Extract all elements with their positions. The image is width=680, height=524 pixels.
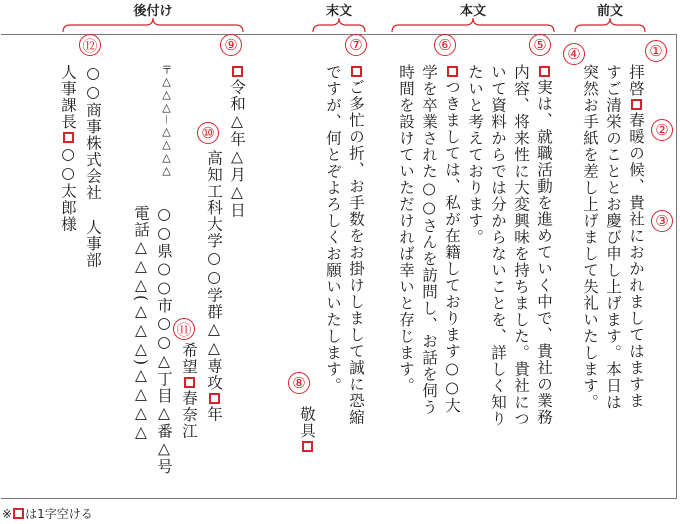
matsubun-line-1: ご多忙の折、お手数をお掛けしまして誠に恐縮: [345, 64, 367, 426]
honbun-line-5: つきましては、私が在籍しております○○大: [441, 64, 463, 414]
space-marker: [539, 66, 550, 77]
section-label-honbun: 本文: [459, 4, 487, 19]
space-marker: [184, 377, 195, 388]
space-marker: [209, 393, 220, 404]
space-marker: [13, 508, 24, 519]
badge-6: ⑥: [434, 34, 456, 56]
sender-address: ○○県○○市○○△丁目△番△号: [155, 205, 173, 475]
honbun-line-2: 内容、将来性に大変興味を持ちました。貴社につ: [512, 64, 530, 427]
honbun-line-1: 実は、就職活動を進めていく中で、貴社の業務: [533, 64, 555, 426]
honbun-line-7: 時間を設けていただければ幸いと存じます。: [397, 64, 415, 394]
closing-keigu: 敬具: [296, 406, 318, 454]
honbun-line-6: 学を卒業された○○さんを訪問し、お話を伺う: [420, 64, 438, 416]
brace-honbun: [392, 18, 554, 32]
badge-9: ⑨: [220, 34, 242, 56]
badge-3: ③: [651, 210, 673, 232]
badge-5: ⑤: [529, 34, 551, 56]
badge-1: ①: [645, 40, 667, 62]
space-marker: [447, 66, 458, 77]
badge-7: ⑦: [345, 34, 367, 56]
space-marker: [631, 99, 642, 110]
badge-2: ②: [651, 119, 673, 141]
matsubun-line-2: ですが、何とぞよろしくお願いいたします。: [324, 64, 342, 394]
zenbun-line-3: 突然お手紙を差し上げまして失礼いたします。: [581, 64, 599, 411]
sender-postal-code: 〒△△△－△△△△: [160, 64, 173, 177]
badge-8: ⑧: [288, 372, 310, 394]
section-label-zenbun: 前文: [596, 4, 624, 19]
space-marker: [232, 66, 243, 77]
sender-name: 希望春奈江: [180, 342, 198, 440]
space-marker: [351, 66, 362, 77]
brace-atozuke: [63, 18, 243, 32]
section-label-matsubun: 末文: [325, 4, 353, 19]
sender-school: 高知工科大学○○学群△△専攻年: [205, 150, 223, 423]
section-label-atozuke: 後付け: [133, 4, 173, 19]
zenbun-line-1: 拝啓春暖の候、貴社におかれましてはますま: [627, 64, 645, 409]
honbun-line-3: いて資料からでは分からないことを、詳しく知り: [489, 64, 507, 427]
recipient-person: 人事課長○○太郎様: [59, 64, 77, 233]
zenbun-line-2: すご清栄のこととお慶び申し上げます。本日は: [604, 64, 622, 411]
honbun-line-4: たいと考えております。: [466, 64, 484, 246]
sender-phone: 電話△△△(△△△)△△△△: [132, 205, 150, 443]
badge-4: ④: [563, 43, 585, 65]
footnote: ※ は1字空ける: [2, 507, 93, 521]
badge-12: ⑫: [79, 34, 101, 56]
brace-zenbun: [575, 18, 645, 32]
badge-11: ⑪: [173, 318, 195, 340]
space-marker: [63, 132, 74, 143]
section-braces: [0, 12, 680, 34]
letter-date: 令和△年△月△日: [226, 64, 248, 219]
badge-10: ⑩: [197, 122, 219, 144]
brace-matsubun: [313, 18, 365, 32]
recipient-company: ○○商事株式会社人事部: [84, 64, 102, 269]
space-marker: [302, 441, 313, 452]
